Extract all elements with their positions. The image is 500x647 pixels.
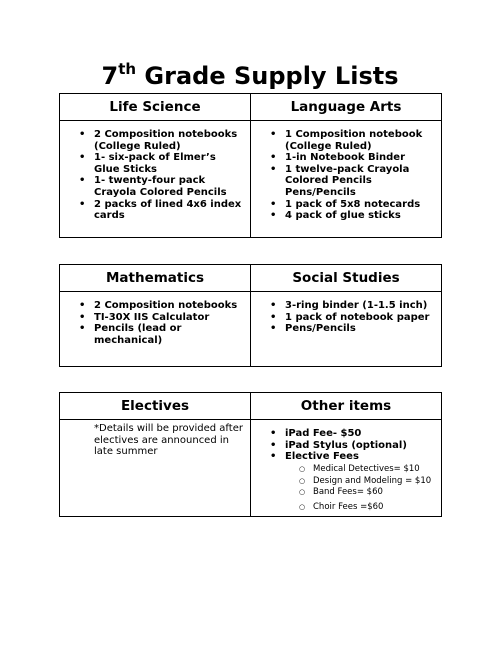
language-arts-heading: Language Arts — [251, 94, 442, 121]
sub-list-item: ○ Choir Fees =$60 — [299, 502, 384, 513]
supply-table-1 — [59, 93, 442, 238]
electives-note: *Details will be provided after electives are announced in late summer — [94, 423, 243, 458]
list-item: • 3-ring binder (1-1.5 inch) — [270, 300, 428, 311]
list-item: • 1 Composition notebook (College Ruled) — [270, 129, 423, 152]
list-item: • 4 pack of glue sticks — [270, 210, 401, 222]
list-item: • 2 Composition notebooks (College Ruled) — [79, 129, 238, 152]
title-ordinal-suffix: th — [118, 60, 137, 78]
language-arts-list-cell — [251, 121, 442, 238]
list-item: • 1- twenty-four pack Crayola Colored Pencils — [79, 175, 227, 198]
mathematics-heading: Mathematics — [60, 265, 251, 292]
list-item: • Pens/Pencils — [270, 323, 356, 335]
sub-list-item: ○ Design and Modeling = $10 — [299, 475, 432, 486]
list-item: • 1 twelve-pack Crayola Colored Pencils Pens/Pencils — [270, 163, 410, 198]
social-studies-list — [251, 292, 441, 335]
other-items-list — [251, 420, 441, 514]
list-item: • 2 packs of lined 4x6 index cards — [79, 198, 242, 222]
social-studies-heading: Social Studies — [251, 265, 442, 292]
list-item: • 1-in Notebook Binder — [270, 152, 406, 164]
supply-table-3 — [59, 392, 442, 517]
list-item: • 1 pack of notebook paper — [270, 311, 430, 323]
list-item: • iPad Stylus (optional) — [270, 439, 407, 451]
electives-heading: Electives — [60, 393, 251, 420]
other-items-heading: Other items — [251, 393, 442, 420]
mathematics-list — [60, 292, 250, 346]
life-science-heading: Life Science — [60, 94, 251, 121]
title-ordinal: 7 — [101, 62, 119, 90]
other-items-list-cell — [251, 420, 442, 517]
mathematics-list-cell — [60, 292, 251, 367]
list-item: • 1- six-pack of Elmer’s Glue Sticks — [79, 152, 216, 175]
list-item: • Pencils (lead or mechanical) — [79, 323, 182, 346]
elective-fees-list — [285, 463, 435, 514]
list-item: • TI-30X IIS Calculator — [79, 311, 210, 323]
page-title — [0, 58, 500, 94]
life-science-list — [60, 121, 250, 222]
list-item: • Elective Fees ○ Medical Detectives= $10 ○ Design and Modeling = $10 ○ Band Fees= $60 ○ Choir Fees =$60 — [255, 451, 435, 514]
supply-table-2 — [59, 264, 442, 367]
electives-note-cell — [60, 420, 251, 517]
sub-list-item: ○ Medical Detectives= $10 — [299, 463, 420, 474]
list-item: • iPad Fee- $50 — [270, 428, 362, 439]
sub-list-item: ○ Band Fees= $60 — [299, 487, 383, 498]
life-science-list-cell — [60, 121, 251, 238]
social-studies-list-cell — [251, 292, 442, 367]
list-item: • 2 Composition notebooks — [79, 300, 238, 311]
title-text: Grade Supply Lists — [136, 62, 399, 90]
list-item: • 1 pack of 5x8 notecards — [270, 198, 421, 210]
language-arts-list — [251, 121, 441, 222]
